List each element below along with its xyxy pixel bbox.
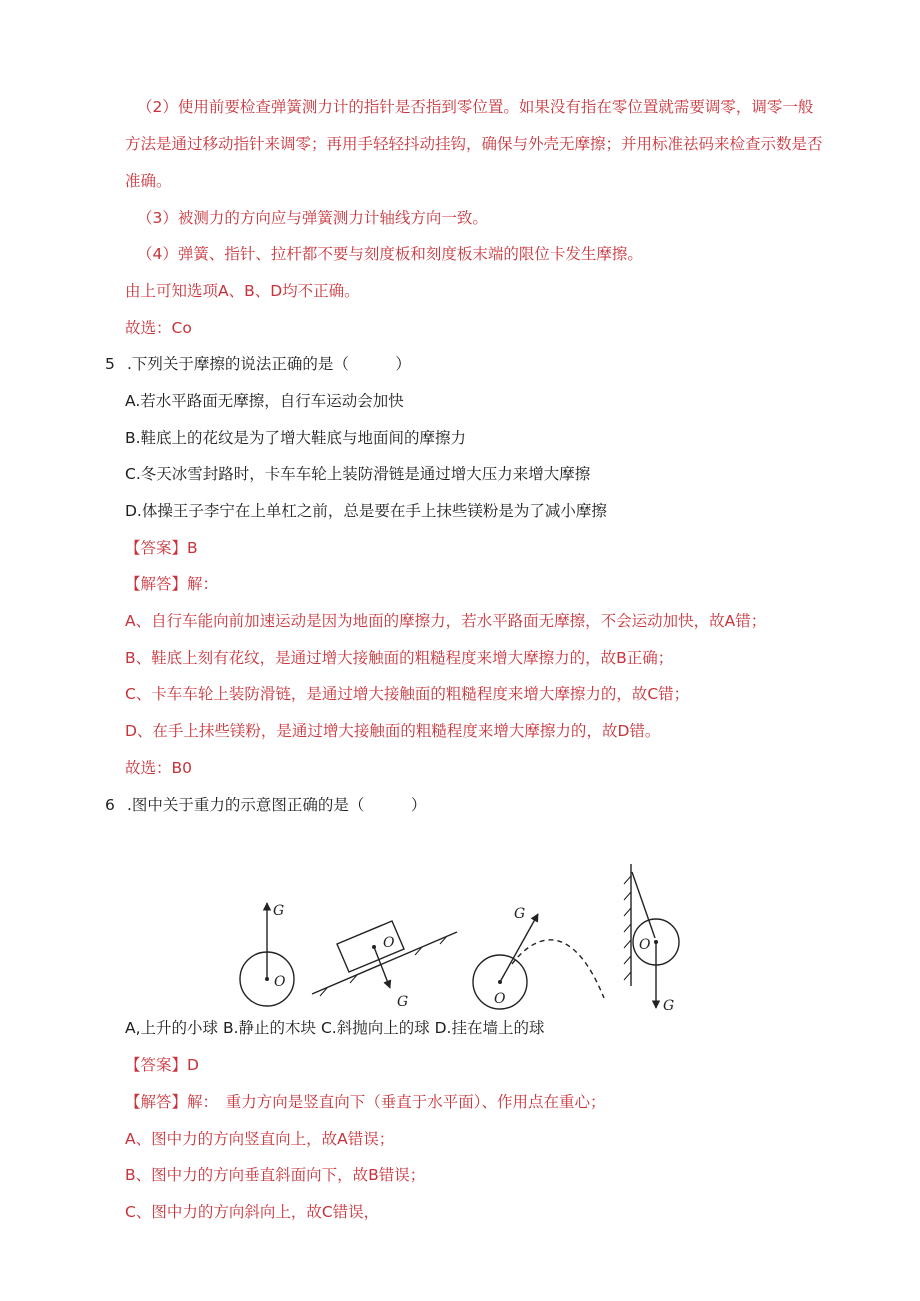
option-c: C.冬天冰雪封路时，卡车车轮上装防滑链是通过增大压力来增大摩擦 (125, 465, 591, 483)
force-label: G (397, 994, 409, 1010)
solution-line: C、图中力的方向斜向上，故C错误， (125, 1203, 380, 1221)
solution-line: D、在手上抹些镁粉，是通过增大接触面的粗糙程度来增大摩擦力的，故D错。 (125, 722, 661, 740)
solution-line: A、图中力的方向竖直向上，故A错误； (125, 1130, 395, 1148)
gravity-diagrams (232, 858, 712, 1016)
text-line: 方法是通过移动指针来调零；再用手轻轻抖动挂钩，确保与外壳无摩擦；并用标准祛码来检查示数是否 (125, 135, 823, 153)
solution-line: 故选：B0 (125, 759, 192, 777)
text-line: （3）被测力的方向应与弹簧测力计轴线方向一致。 (137, 209, 488, 227)
diagram-c-projectile-ball (473, 906, 604, 1009)
figure-options: A,上升的小球 B.静止的木块 C.斜抛向上的球 D.挂在墙上的球 (125, 1019, 545, 1037)
question-number: 5 (105, 355, 115, 373)
force-label: G (273, 903, 285, 919)
text-line: 由上可知选项A、B、D均不正确。 (125, 282, 360, 300)
option-d: D.体操王子李宁在上单杠之前，总是要在手上抹些镁粉是为了减小摩擦 (125, 502, 607, 520)
question-number: 6 (105, 796, 115, 814)
center-label: O (274, 974, 286, 990)
text-line: （4）弹簧、指针、拉杆都不要与刻度板和刻度板末端的限位卡发生摩擦。 (137, 245, 643, 263)
option-b: B.鞋底上的花纹是为了增大鞋底与地面间的摩擦力 (125, 429, 467, 447)
option-a: A.若水平路面无摩擦，自行车运动会加快 (125, 392, 404, 410)
diagram-b-block-on-incline (312, 921, 457, 1010)
question-stem: .下列关于摩擦的说法正确的是（ ） (127, 355, 411, 373)
solution-line: A、自行车能向前加速运动是因为地面的摩擦力，若水平路面无摩擦，不会运动加快，故A错； (125, 612, 767, 630)
diagram-d-hanging-ball (624, 864, 679, 1014)
question-stem: .图中关于重力的示意图正确的是（ ） (127, 796, 427, 814)
force-label: G (514, 906, 526, 922)
force-label: G (663, 998, 675, 1014)
text-line: 故选：Co (125, 319, 192, 337)
solution-line: B、鞋底上刻有花纹，是通过增大接触面的粗糙程度来增大摩擦力的，故B正确； (125, 649, 674, 667)
diagram-a-rising-ball (240, 903, 294, 1006)
question-6 (105, 795, 426, 815)
text-line: 准确。 (125, 172, 172, 190)
center-label: O (383, 935, 395, 951)
solution-label: 【解答】解： 重力方向是竖直向下（垂直于水平面）、作用点在重心； (125, 1093, 606, 1111)
answer-label: 【答案】D (125, 1056, 199, 1074)
answer-label: 【答案】B (125, 539, 198, 557)
center-label: O (494, 991, 506, 1007)
text-line: （2）使用前要检查弹簧测力计的指针是否指到零位置。如果没有指在零位置就需要调零，调零一般 (137, 98, 814, 116)
solution-line: B、图中力的方向垂直斜面向下，故B错误； (125, 1166, 426, 1184)
question-5 (105, 354, 411, 374)
solution-label: 【解答】解： (125, 575, 219, 593)
solution-line: C、卡车车轮上装防滑链，是通过增大接触面的粗糙程度来增大摩擦力的，故C错； (125, 685, 690, 703)
center-label: O (639, 937, 651, 953)
